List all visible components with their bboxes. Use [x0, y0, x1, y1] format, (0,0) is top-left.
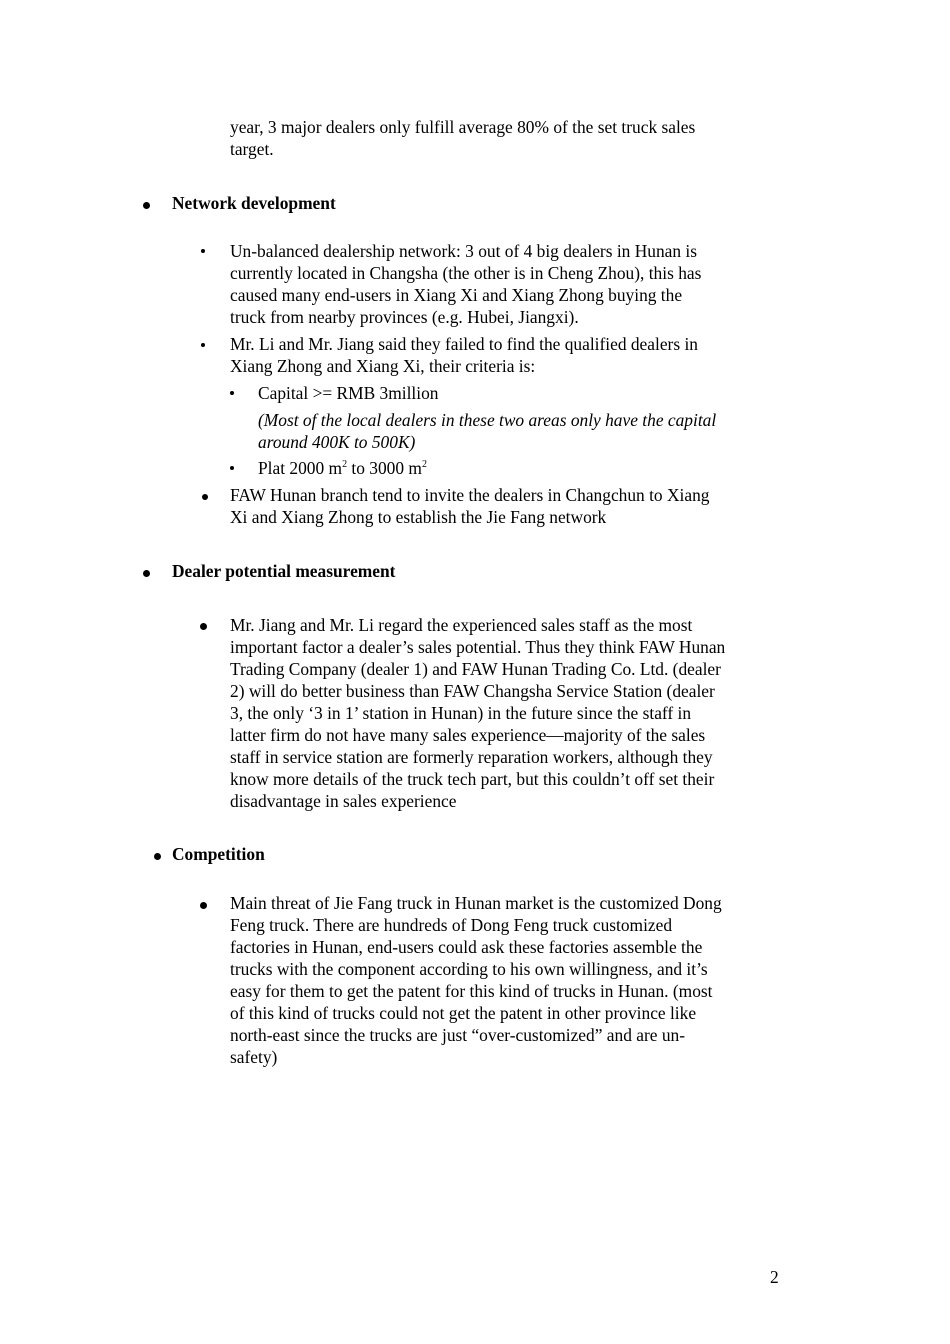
text-line: year, 3 major dealers only fulfill average 80% of the set truck sales [230, 117, 696, 137]
text-line: Main threat of Jie Fang truck in Hunan market is the customized Dong [230, 893, 722, 913]
section-heading-network: Network development [172, 193, 336, 213]
text-line: safety) [230, 1047, 278, 1067]
text-line: truck from nearby provinces (e.g. Hubei, Jiangxi). [230, 307, 579, 327]
bullet-icon [227, 378, 237, 400]
text-line: staff in service station are formerly reparation workers, although they [230, 747, 713, 767]
text-line: (Most of the local dealers in these two areas only have the capital [258, 410, 717, 430]
continued-paragraph [230, 116, 695, 160]
bullet-icon [198, 236, 208, 258]
bullet-icon [227, 453, 237, 475]
plat-text: Plat 2000 m [258, 458, 343, 478]
section-heading-competition: Competition [172, 844, 265, 864]
text-line: caused many end-users in Xiang Xi and Xiang Zhong buying the [230, 285, 683, 305]
text-line: Un-balanced dealership network: 3 out of 4 big dealers in Hunan is [230, 241, 697, 261]
network-item-1 [230, 240, 701, 328]
text-line: Xiang Zhong and Xiang Xi, their criteria is: [230, 356, 536, 376]
criteria-plat [258, 457, 427, 479]
text-line: easy for them to get the patent for this kind of trucks in Hunan. (most [230, 981, 713, 1001]
text-line: Mr. Li and Mr. Jiang said they failed to find the qualified dealers in [230, 334, 698, 354]
text-line: Mr. Jiang and Mr. Li regard the experienced sales staff as the most [230, 615, 693, 635]
text-line: important factor a dealer’s sales potential. Thus they think FAW Hunan [230, 637, 726, 657]
section-heading-dealer: Dealer potential measurement [172, 561, 396, 581]
criteria-capital: Capital >= RMB 3million [258, 383, 439, 403]
text-line: trucks with the component according to his own willingness, and it’s [230, 959, 708, 979]
text-line: around 400K to 500K) [258, 432, 416, 452]
text-line: Xi and Xiang Zhong to establish the Jie Fang network [230, 507, 607, 527]
text-line: know more details of the truck tech part, but this couldn’t off set their [230, 769, 715, 789]
page-number: 2 [770, 1267, 779, 1287]
text-line: 3, the only ‘3 in 1’ station in Hunan) in the future since the staff in [230, 703, 692, 723]
superscript: 2 [421, 459, 427, 470]
criteria-capital-note [258, 409, 716, 453]
text-line: FAW Hunan branch tend to invite the dealers in Changchun to Xiang [230, 485, 710, 505]
text-line: 2) will do better business than FAW Changsha Service Station (dealer [230, 681, 715, 701]
text-line: target. [230, 139, 274, 159]
superscript: 2 [342, 459, 348, 470]
text-line: currently located in Changsha (the other is in Cheng Zhou), this has [230, 263, 702, 283]
bullet-icon [198, 330, 208, 352]
bullet-icon [152, 843, 162, 865]
text-line: factories in Hunan, end-users could ask these factories assemble the [230, 937, 703, 957]
bullet-icon [198, 892, 208, 914]
bullet-icon [198, 613, 208, 635]
text-line: disadvantage in sales experience [230, 791, 457, 811]
dealer-item-1 [230, 614, 725, 812]
plat-text: to 3000 m [347, 458, 422, 478]
text-line: north-east since the trucks are just “over-customized” and are un- [230, 1025, 686, 1045]
competition-item-1 [230, 892, 722, 1068]
bullet-icon [141, 560, 151, 582]
bullet-icon [141, 192, 151, 214]
network-item-2 [230, 333, 698, 377]
network-item-3 [230, 484, 709, 528]
text-line: Feng truck. There are hundreds of Dong Feng truck customized [230, 915, 673, 935]
text-line: Trading Company (dealer 1) and FAW Hunan Trading Co. Ltd. (dealer [230, 659, 721, 679]
bullet-icon [200, 483, 210, 505]
text-line: latter firm do not have many sales experience—majority of the sales [230, 725, 706, 745]
text-line: of this kind of trucks could not get the patent in other province like [230, 1003, 697, 1023]
